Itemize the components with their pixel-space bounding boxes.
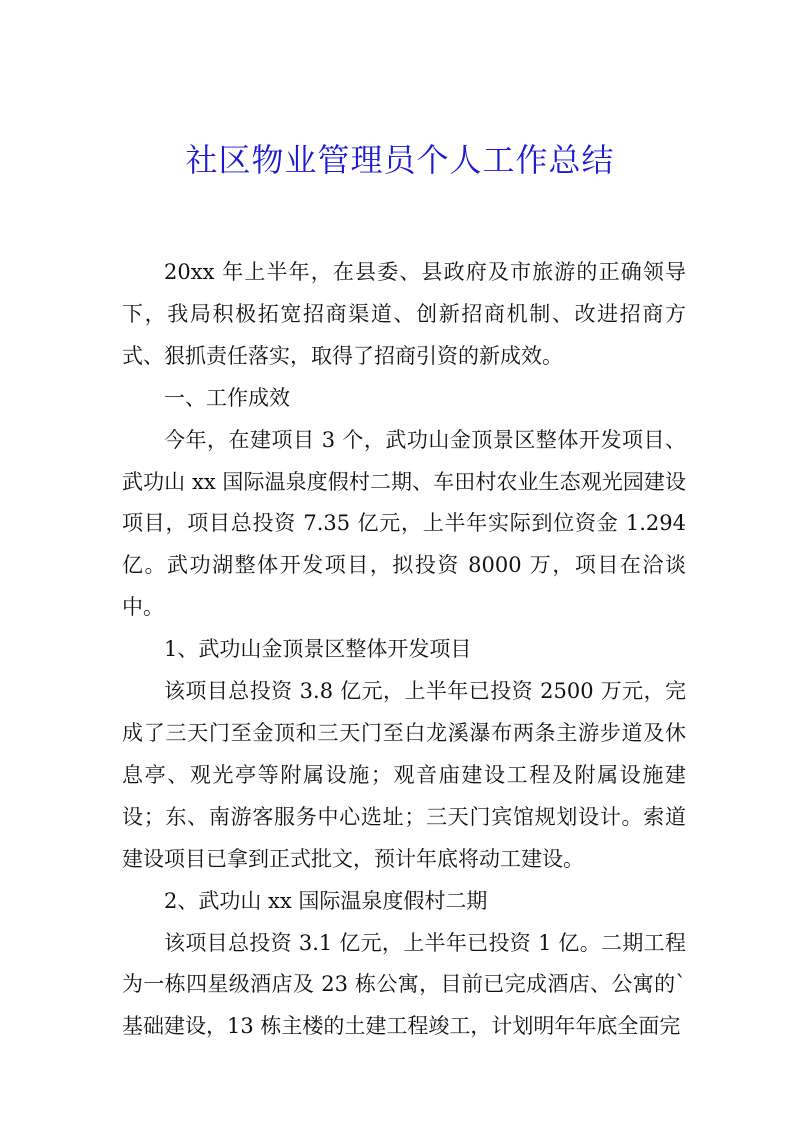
document-title: 社区物业管理员个人工作总结 (185, 141, 615, 179)
work-results-paragraph: 今年，在建项目 3 个，武功山金顶景区整体开发项目、武功山 xx 国际温泉度假村二期、车田村农业生态观光园建设项目，项目总投资 7.35 亿元，上半年实际到位资金 1.294 亿。武功湖整体开发项目，拟投资 8000 万，项目在洽谈中。 (122, 427, 686, 620)
section-heading-work-results: 一、工作成效 (164, 385, 290, 410)
jinding-paragraph: 该项目总投资 3.8 亿元，上半年已投资 2500 万元，完成了三天门至金顶和三天门至白龙溪瀑布两条主游步道及休息亭、观光亭等附属设施；观音庙建设工程及附属设施建设；东、南游客服务中心选址；三天门宾馆规划设计。索道建设项目已拿到正式批文，预计年底将动工建设。 (122, 679, 686, 871)
hot-spring-paragraph: 该项目总投资 3.1 亿元，上半年已投资 1 亿。二期工程为一栋四星级酒店及 23 栋公寓，目前已完成酒店、公寓的`基础建设，13 栋主楼的土建工程竣工，计划明年年底全面完 (122, 930, 686, 1039)
document-body (122, 252, 686, 1048)
intro-paragraph: 20xx 年上半年，在县委、县政府及市旅游的正确领导下，我局积极拓宽招商渠道、创新招商机制、改进招商方式、狠抓责任落实，取得了招商引资的新成效。 (122, 260, 686, 368)
subsection-heading-hot-spring: 2、武功山 xx 国际温泉度假村二期 (164, 888, 488, 913)
subsection-heading-jinding: 1、武功山金顶景区整体开发项目 (164, 637, 472, 662)
